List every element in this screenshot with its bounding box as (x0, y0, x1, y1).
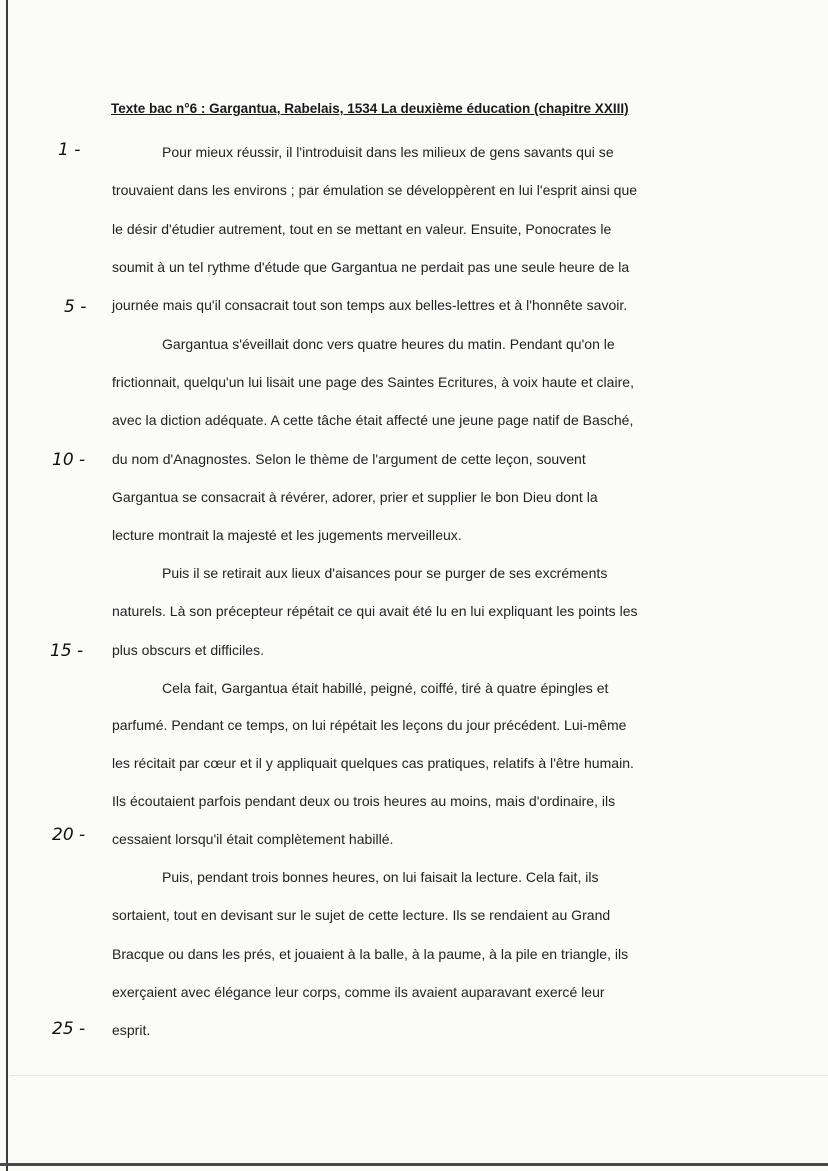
text-line: Puis, pendant trois bonnes heures, on lui faisait la lecture. Cela fait, ils (162, 869, 599, 885)
document-title: Texte bac n°6 : Gargantua, Rabelais, 1534 La deuxième éducation (chapitre XXIII) (111, 101, 629, 116)
text-line: Ils écoutaient parfois pendant deux ou trois heures au moins, mais d'ordinaire, ils (112, 793, 616, 809)
text-line: Bracque ou dans les prés, et jouaient à la balle, à la paume, à la pile en triangle, ils (112, 946, 629, 962)
text-line: lecture montrait la majesté et les jugements merveilleux. (112, 527, 462, 543)
text-line: Gargantua se consacrait à révérer, adorer, prier et supplier le bon Dieu dont la (112, 489, 598, 505)
text-line: sortaient, tout en devisant sur le sujet de cette lecture. Ils se rendaient au Grand (112, 907, 611, 923)
text-line: plus obscurs et difficiles. (112, 642, 265, 658)
text-line: du nom d'Anagnostes. Selon le thème de l'argument de cette leçon, souvent (112, 451, 586, 467)
text-line: esprit. (112, 1022, 151, 1038)
paper-fold (10, 1075, 828, 1076)
line-number: 1 - (58, 140, 81, 160)
line-number: 5 - (64, 297, 87, 317)
text-line: Pour mieux réussir, il l'introduisit dans les milieux de gens savants qui se (162, 144, 614, 160)
text-line: journée mais qu'il consacrait tout son temps aux belles-lettres et à l'honnête savoir. (112, 297, 628, 313)
text-line: les récitait par cœur et il y appliquait quelques cas pratiques, relatifs à l'être humain. (112, 755, 634, 771)
line-number: 15 - (50, 641, 84, 661)
text-line: frictionnait, quelqu'un lui lisait une page des Saintes Ecritures, à voix haute et claire, (112, 374, 634, 390)
page-left-edge (6, 0, 8, 1171)
line-number: 25 - (52, 1019, 86, 1039)
text-line: exerçaient avec élégance leur corps, comme ils avaient auparavant exercé leur (112, 984, 605, 1000)
text-line: trouvaient dans les environs ; par émulation se développèrent en lui l'esprit ainsi que (112, 182, 638, 198)
text-line: Puis il se retirait aux lieux d'aisances pour se purger de ses excréments (162, 565, 608, 581)
text-line: naturels. Là son précepteur répétait ce qui avait été lu en lui expliquant les points les (112, 603, 638, 619)
text-line: parfumé. Pendant ce temps, on lui répétait les leçons du jour précédent. Lui-même (112, 717, 627, 733)
text-line: cessaient lorsqu'il était complètement habillé. (112, 831, 394, 847)
text-line: soumit à un tel rythme d'étude que Gargantua ne perdait pas une seule heure de la (112, 259, 630, 275)
line-number: 20 - (52, 825, 86, 845)
page-bottom-edge (0, 1163, 828, 1166)
text-line: Cela fait, Gargantua était habillé, peigné, coiffé, tiré à quatre épingles et (162, 680, 609, 696)
text-line: avec la diction adéquate. A cette tâche était affecté une jeune page natif de Basché, (112, 412, 634, 428)
text-line: Gargantua s'éveillait donc vers quatre heures du matin. Pendant qu'on le (162, 336, 615, 352)
text-line: le désir d'étudier autrement, tout en se mettant en valeur. Ensuite, Ponocrates le (112, 221, 612, 237)
line-number: 10 - (52, 450, 86, 470)
